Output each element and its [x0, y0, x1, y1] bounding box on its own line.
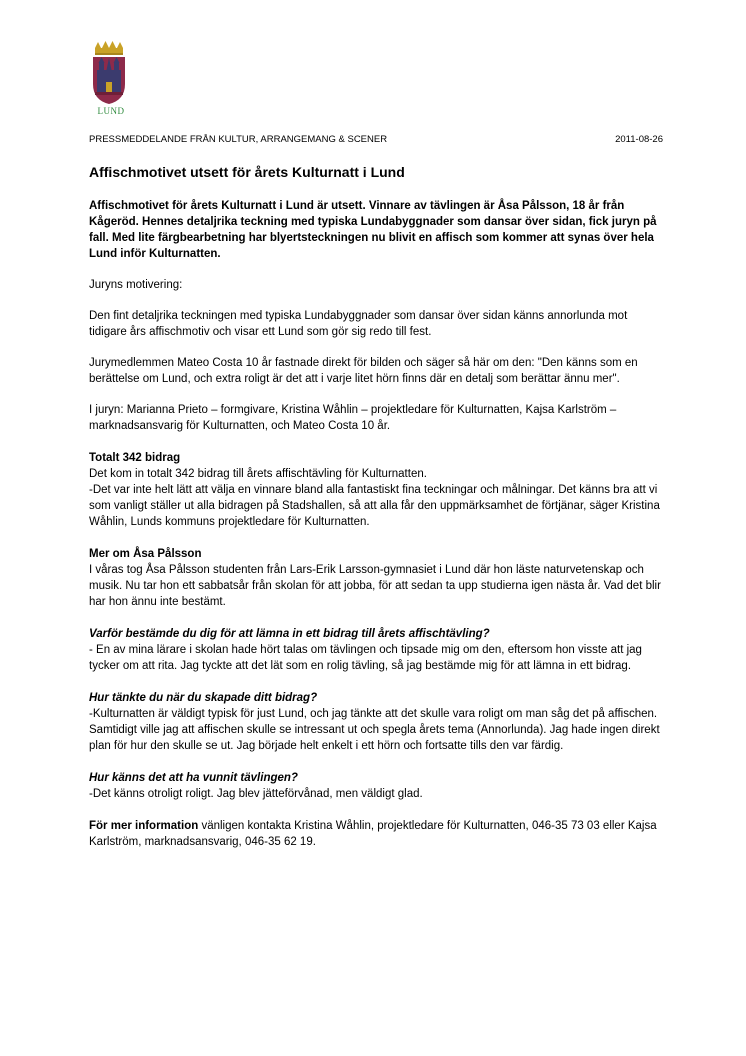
contact-paragraph: [89, 818, 663, 850]
question-2: Hur tänkte du när du skapade ditt bidrag?: [89, 692, 318, 704]
section-q1: [89, 626, 663, 674]
jury-motivation: Den fint detaljrika teckningen med typiska Lundabyggnader som dansar över sidan känns annorlunda mot tidigare års affischmotiv och visar ett Lund som gör sig redo till fest.: [89, 310, 628, 338]
lund-coat-of-arms-icon: [89, 40, 129, 106]
page-title: Affischmotivet utsett för årets Kulturnatt i Lund: [89, 164, 405, 180]
contact-bold-label: För mer information: [89, 820, 199, 832]
lund-logo: [89, 40, 129, 118]
release-date: 2011-08-26: [615, 134, 663, 145]
header-row: [89, 134, 663, 146]
section-text-about: I våras tog Åsa Pålsson studenten från Lars-Erik Larsson-gymnasiet i Lund där hon läste naturvetenskap och musik. Nu tar hon ett sabbatsår från skolan för att jobba, för att sedan ta upp studierna igen nästa år. Vad det blir har hon ännu inte bestämt.: [89, 564, 661, 608]
section-text-total-1: Det kom in totalt 342 bidrag till årets affischtävling för Kulturnatten.: [89, 468, 427, 480]
jury-label: Juryns motivering:: [89, 279, 183, 291]
castle-gate-icon: [106, 82, 112, 92]
section-about: [89, 546, 663, 610]
answer-3: -Det känns otroligt roligt. Jag blev jätteförvånad, men väldigt glad.: [89, 788, 423, 800]
question-1: Varför bestämde du dig för att lämna in ett bidrag till årets affischtävling?: [89, 628, 490, 640]
department-label: PRESSMEDDELANDE FRÅN KULTUR, ARRANGEMANG & SCENER: [89, 134, 388, 145]
jury-list: I juryn: Marianna Prieto – formgivare, Kristina Wåhlin – projektledare för Kulturnatten, Kajsa Karlström – marknadsansvarig för Kulturnatten, och Mateo Costa 10 år.: [89, 404, 617, 432]
section-total: [89, 450, 663, 530]
logo-text: LUND: [97, 106, 125, 116]
section-heading-total: Totalt 342 bidrag: [89, 452, 181, 464]
section-q3: [89, 770, 663, 802]
jury-member-quote: Jurymedlemmen Mateo Costa 10 år fastnade direkt för bilden och säger så här om den: "Den känns som en berättelse om Lund, och extra roligt är det att i varje litet hörn finns där en detalj som berättar ännu mer".: [89, 357, 638, 385]
section-contact: [89, 818, 663, 850]
section-q2: [89, 690, 663, 754]
crown-icon: [95, 41, 123, 55]
question-3: Hur känns det att ha vunnit tävlingen?: [89, 772, 298, 784]
answer-2: -Kulturnatten är väldigt typisk för just Lund, och jag tänkte att det skulle vara roligt om man såg det på affischen. Samtidigt ville jag att affischen skulle se intressant ut och spegla årets tema (Annorlunda). Jag hade ingen direkt plan för hur den skulle se ut. Jag började helt enkelt i ett hörn och fortsatte tills den var färdig.: [89, 708, 660, 752]
press-release-page: [89, 40, 663, 850]
section-heading-about: Mer om Åsa Pålsson: [89, 548, 202, 560]
section-text-total-2: -Det var inte helt lätt att välja en vinnare bland alla fantastiskt fina teckningar och målningar. Det känns bra att vi som vanligt ställer ut alla bidragen på Stadshallen, så att alla får den uppmärksamhet de förtjänar, säger Kristina Wåhlin, Lunds kommuns projektledare för Kulturnatten.: [89, 484, 660, 528]
lead-paragraph: Affischmotivet för årets Kulturnatt i Lund är utsett. Vinnare av tävlingen är Åsa Pålsson, 18 år från Kågeröd. Hennes detaljrika teckning med typiska Lundabyggnader som dansar över sidan, fick juryn på fall. Med lite färgbearbetning har blyertsteckningen nu blivit en affisch som kommer att synas över hela Lund inför Kulturnatten.: [89, 200, 657, 260]
contact-text: vänligen kontakta Kristina Wåhlin, projektledare för Kulturnatten, 046-35 73 03 eller Kajsa Karlström, marknadsansvarig, 046-35 62 19.: [89, 820, 657, 848]
answer-1: - En av mina lärare i skolan hade hört talas om tävlingen och tipsade mig om den, eftersom hon visste att jag tycker om att rita. Jag tyckte att det lät som en rolig tävling, så jag bestämde mig för att lämna in ett bidrag.: [89, 644, 642, 672]
